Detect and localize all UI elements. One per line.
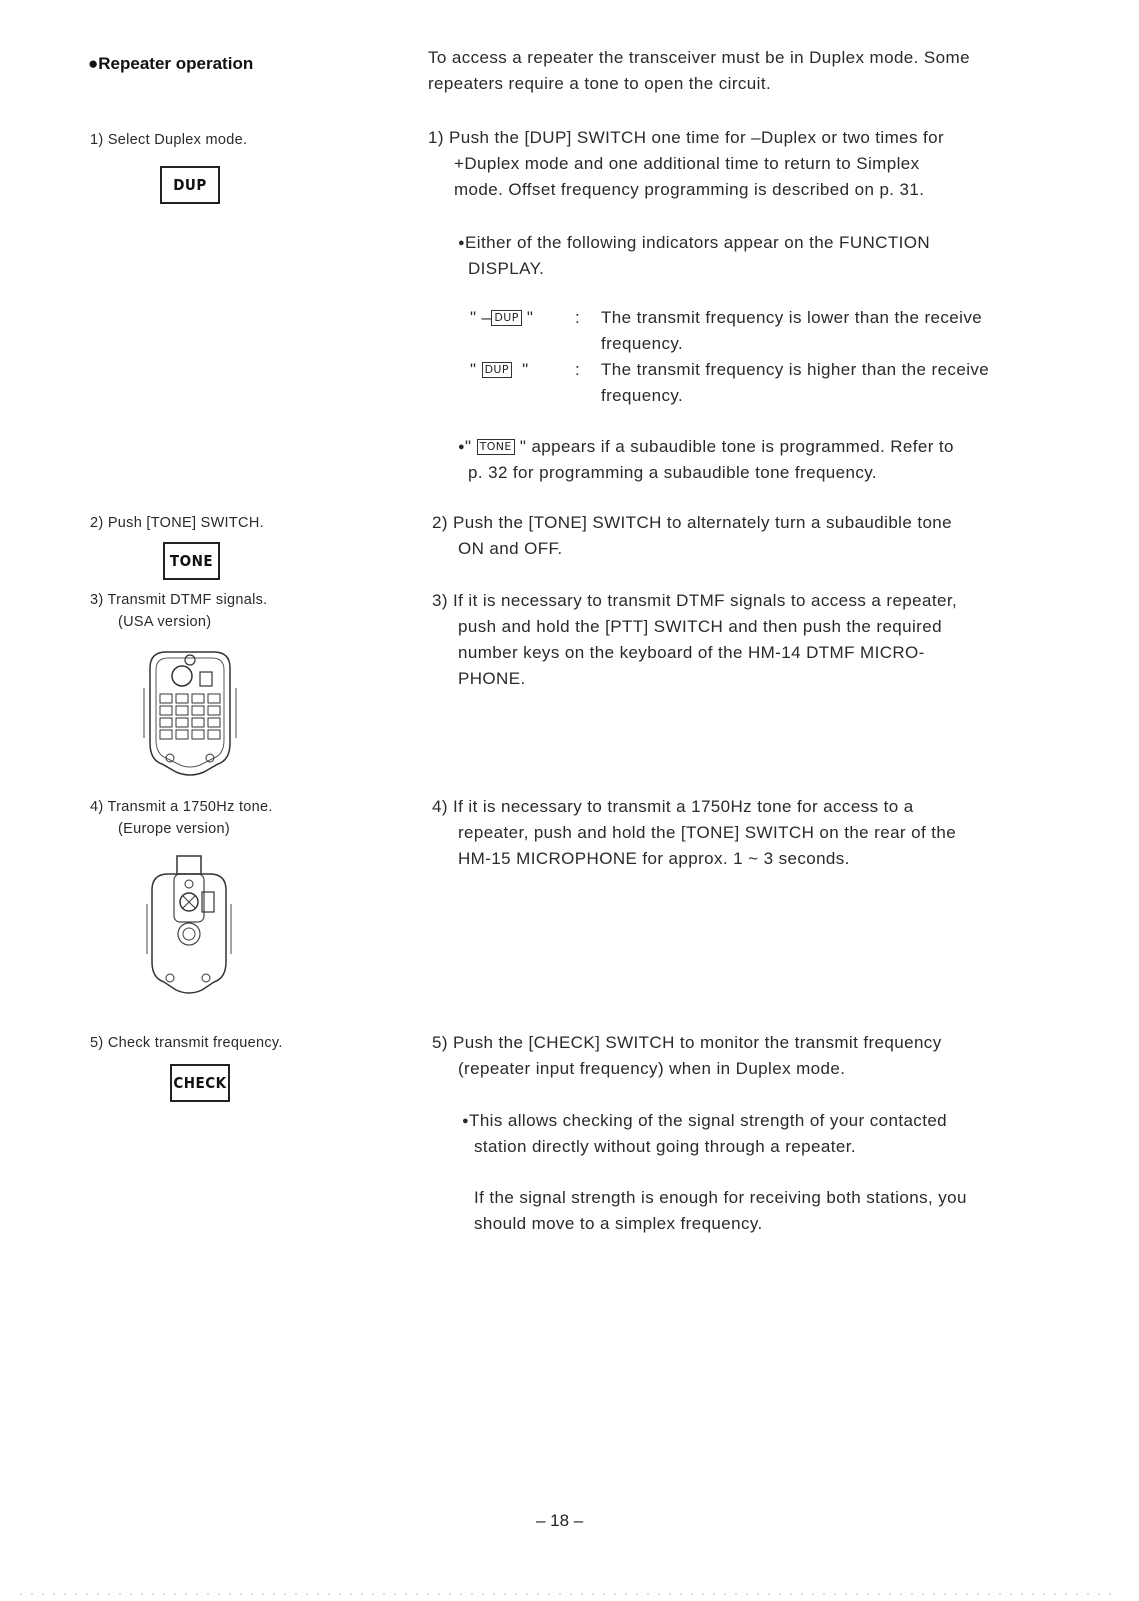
step2-paragraph: 2) Push the [TONE] SWITCH to alternately turn a subaudible tone ON and OFF. xyxy=(432,513,953,558)
minus-dup-description: The transmit frequency is lower than the receive frequency. xyxy=(601,308,983,353)
hm15-microphone-illustration xyxy=(144,854,234,1000)
dup-indicator-box: DUP xyxy=(482,362,512,378)
bullet-icon: ● xyxy=(88,54,99,73)
check-bullet: ●This allows checking of the signal strength of your contacted station directly without going through a repeater. xyxy=(462,1111,948,1156)
step5-label: 5) Check transmit frequency. xyxy=(90,1035,283,1051)
minus-dup-indicator: " – DUP " xyxy=(470,308,534,327)
step1-label: 1) Select Duplex mode. xyxy=(90,132,248,148)
section-heading: ●Repeater operation xyxy=(88,54,254,73)
simplex-note: If the signal strength is enough for receiving both stations, you should move to a simplex frequency. xyxy=(474,1188,967,1233)
scan-edge-artifact xyxy=(0,1592,1139,1596)
tone-indicator-bullet: ●" TONE " appears if a subaudible tone is programmed. Refer to p. 32 for programming a subaudible tone frequency. xyxy=(458,437,954,482)
step3-sublabel: (USA version) xyxy=(118,614,212,630)
step1-paragraph: 1) Push the [DUP] SWITCH one time for –Duplex or two times for +Duplex mode and one additional time to return to Simplex mode. Offset frequency programming is described on p. 31. xyxy=(428,128,945,199)
step4-label: 4) Transmit a 1750Hz tone. xyxy=(90,799,273,815)
minus-dup-indicator-box: DUP xyxy=(491,310,521,326)
step5-paragraph: 5) Push the [CHECK] SWITCH to monitor the transmit frequency (repeater input frequency) when in Duplex mode. xyxy=(432,1033,942,1078)
step4-sublabel: (Europe version) xyxy=(118,821,230,837)
page-number: – 18 – xyxy=(536,1511,584,1530)
intro-paragraph: To access a repeater the transceiver must be in Duplex mode. Some repeaters require a tone to open the circuit. xyxy=(428,48,970,93)
bullet-icon: ● xyxy=(462,1115,470,1127)
tone-indicator-box: TONE xyxy=(477,439,515,455)
dup-key-icon: DUP xyxy=(160,166,220,204)
step2-label: 2) Push [TONE] SWITCH. xyxy=(90,515,264,531)
colon: : xyxy=(575,308,581,327)
bullet-icon: ● xyxy=(458,237,466,249)
step3-paragraph: 3) If it is necessary to transmit DTMF signals to access a repeater, push and hold the [PTT] SWITCH and then push the required number keys on the keyboard of the HM-14 DTMF MICRO- PHONE. xyxy=(432,591,958,688)
check-key-icon: CHECK xyxy=(170,1064,230,1102)
colon: : xyxy=(575,360,581,379)
step4-paragraph: 4) If it is necessary to transmit a 1750Hz tone for access to a repeater, push and hold the [TONE] SWITCH on the rear of the HM-15 MICROPHONE for approx. 1 ~ 3 seconds. xyxy=(432,797,957,868)
hm14-microphone-illustration xyxy=(142,648,238,783)
tone-key-icon: TONE xyxy=(163,542,220,580)
dup-description: The transmit frequency is higher than the receive frequency. xyxy=(601,360,990,405)
dup-indicator: " DUP " xyxy=(470,360,529,379)
step3-label: 3) Transmit DTMF signals. xyxy=(90,592,268,608)
bullet-icon: ● xyxy=(458,441,466,453)
indicators-bullet: ●Either of the following indicators appear on the FUNCTION DISPLAY. xyxy=(458,233,931,278)
